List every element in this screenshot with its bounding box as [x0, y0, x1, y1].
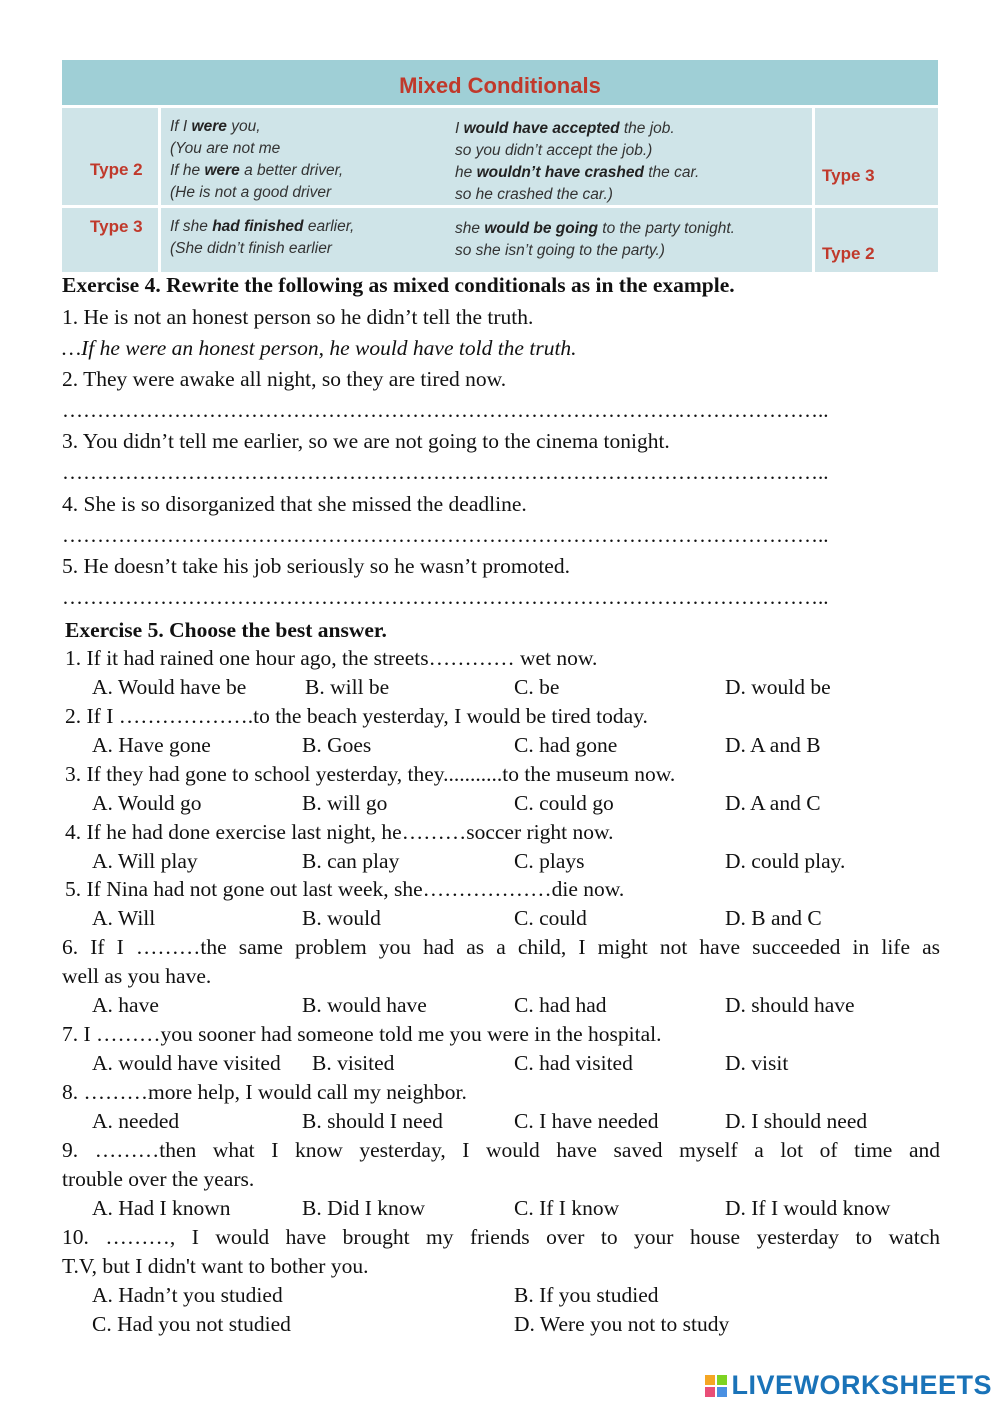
row1-left-type: Type 2 [90, 160, 143, 179]
row1-if-line: (He is not a good driver [170, 184, 332, 201]
answer-line[interactable]: ……………………………………………………………………………………………….. [62, 523, 829, 547]
option-c[interactable]: C. be [514, 675, 560, 699]
option-c[interactable]: C. I have needed [514, 1109, 659, 1133]
row2-result-line: so she isn’t going to the party.) [455, 242, 665, 259]
option-d[interactable]: D. I should need [725, 1109, 868, 1133]
option-d[interactable]: D. If I would know [725, 1196, 891, 1220]
question: 7. I ………you sooner had someone told me you were in the hospital. [62, 1022, 662, 1046]
question-continued: T.V, but I didn't want to bother you. [62, 1254, 369, 1278]
option-d[interactable]: D. A and B [725, 733, 821, 757]
exercise4-example-answer: …If he were an honest person, he would have told the truth. [62, 336, 577, 360]
row1-right-type: Type 3 [822, 166, 875, 185]
row1-if-line: If I were you, [170, 118, 261, 135]
option-a[interactable]: A. Would have be [92, 675, 247, 699]
option-a[interactable]: A. Hadn’t you studied [92, 1283, 283, 1307]
row2-right-type: Type 2 [822, 244, 875, 263]
option-b[interactable]: B. Did I know [302, 1196, 426, 1220]
row1-if-line: If he were a better driver, [170, 162, 344, 179]
option-c[interactable]: C. had gone [514, 733, 618, 757]
column-divider [158, 108, 161, 272]
row2-result-line: she would be going to the party tonight. [455, 220, 735, 237]
row-divider [62, 205, 938, 208]
exercise5-heading: Exercise 5. Choose the best answer. [65, 618, 387, 642]
option-b[interactable]: B. can play [302, 849, 400, 873]
exercise4-item: 4. She is so disorganized that she missed the deadline. [62, 492, 527, 516]
option-d[interactable]: D. should have [725, 993, 855, 1017]
option-a[interactable]: A. have [92, 993, 159, 1017]
option-b[interactable]: B. will be [305, 675, 390, 699]
question: 10. ………, I would have brought my friends over to your house yesterday to watch [62, 1225, 940, 1249]
row1-result-line: so he crashed the car.) [455, 186, 613, 203]
row2-if-line: If she had finished earlier, [170, 218, 355, 235]
row1-if-line: (You are not me [170, 140, 281, 157]
option-a[interactable]: A. Will play [92, 849, 198, 873]
liveworksheets-logo [705, 1370, 992, 1401]
option-c[interactable]: C. If I know [514, 1196, 620, 1220]
option-b[interactable]: B. should I need [302, 1109, 443, 1133]
option-b[interactable]: B. Goes [302, 733, 372, 757]
exercise4-heading: Exercise 4. Rewrite the following as mixed conditionals as in the example. [62, 273, 735, 297]
row2-if-line: (She didn’t finish earlier [170, 240, 332, 257]
option-a[interactable]: A. Had I known [92, 1196, 231, 1220]
option-a[interactable]: A. needed [92, 1109, 180, 1133]
question: 6. If I ………the same problem you had as a child, I might not have succeeded in life as [62, 935, 940, 959]
option-d[interactable]: D. could play. [725, 849, 846, 873]
logo-text: LIVEWORKSHEETS [731, 1370, 992, 1400]
exercise4-item: 3. You didn’t tell me earlier, so we are not going to the cinema tonight. [62, 429, 670, 453]
option-a[interactable]: A. would have visited [92, 1051, 281, 1075]
exercise4-item: 1. He is not an honest person so he didn’t tell the truth. [62, 305, 534, 329]
question: 4. If he had done exercise last night, he………soccer right now. [65, 820, 614, 844]
option-c[interactable]: C. had visited [514, 1051, 633, 1075]
option-d[interactable]: D. A and C [725, 791, 821, 815]
column-divider [812, 108, 815, 272]
option-b[interactable]: B. will go [302, 791, 388, 815]
question: 8. ………more help, I would call my neighbor. [62, 1080, 467, 1104]
question: 5. If Nina had not gone out last week, she………………die now. [65, 877, 625, 901]
exercise4-item: 2. They were awake all night, so they are tired now. [62, 367, 507, 391]
option-d[interactable]: D. visit [725, 1051, 789, 1075]
option-b[interactable]: B. visited [312, 1051, 395, 1075]
answer-line[interactable]: ……………………………………………………………………………………………….. [62, 398, 829, 422]
answer-line[interactable]: ……………………………………………………………………………………………….. [62, 585, 829, 609]
option-b[interactable]: B. would have [302, 993, 427, 1017]
row1-result-line: he wouldn’t have crashed the car. [455, 164, 700, 181]
question: 9. ………then what I know yesterday, I would have saved myself a lot of time and [62, 1138, 940, 1162]
option-a[interactable]: A. Will [92, 906, 156, 930]
logo-mark-icon [705, 1375, 727, 1397]
answer-line[interactable]: ……………………………………………………………………………………………….. [62, 460, 829, 484]
option-c[interactable]: C. plays [514, 849, 585, 873]
question-continued: trouble over the years. [62, 1167, 255, 1191]
exercise4-item: 5. He doesn’t take his job seriously so he wasn’t promoted. [62, 554, 570, 578]
option-a[interactable]: A. Have gone [92, 733, 211, 757]
question: 1. If it had rained one hour ago, the streets………… wet now. [65, 646, 598, 670]
question-continued: well as you have. [62, 964, 212, 988]
option-c[interactable]: C. Had you not studied [92, 1312, 291, 1336]
option-c[interactable]: C. could go [514, 791, 614, 815]
row2-left-type: Type 3 [90, 217, 143, 236]
option-d[interactable]: D. Were you not to study [514, 1312, 730, 1336]
question: 3. If they had gone to school yesterday, they...........to the museum now. [65, 762, 676, 786]
row1-result-line: so you didn’t accept the job.) [455, 142, 653, 159]
option-d[interactable]: D. B and C [725, 906, 822, 930]
table-title: Mixed Conditionals [399, 73, 601, 98]
mixed-conditionals-table [62, 60, 938, 272]
option-b[interactable]: B. If you studied [514, 1283, 659, 1307]
option-a[interactable]: A. Would go [92, 791, 202, 815]
option-c[interactable]: C. had had [514, 993, 607, 1017]
option-b[interactable]: B. would [302, 906, 381, 930]
question: 2. If I ……………….to the beach yesterday, I would be tired today. [65, 704, 648, 728]
row1-result-line: I would have accepted the job. [455, 120, 675, 137]
option-d[interactable]: D. would be [725, 675, 831, 699]
option-c[interactable]: C. could [514, 906, 587, 930]
